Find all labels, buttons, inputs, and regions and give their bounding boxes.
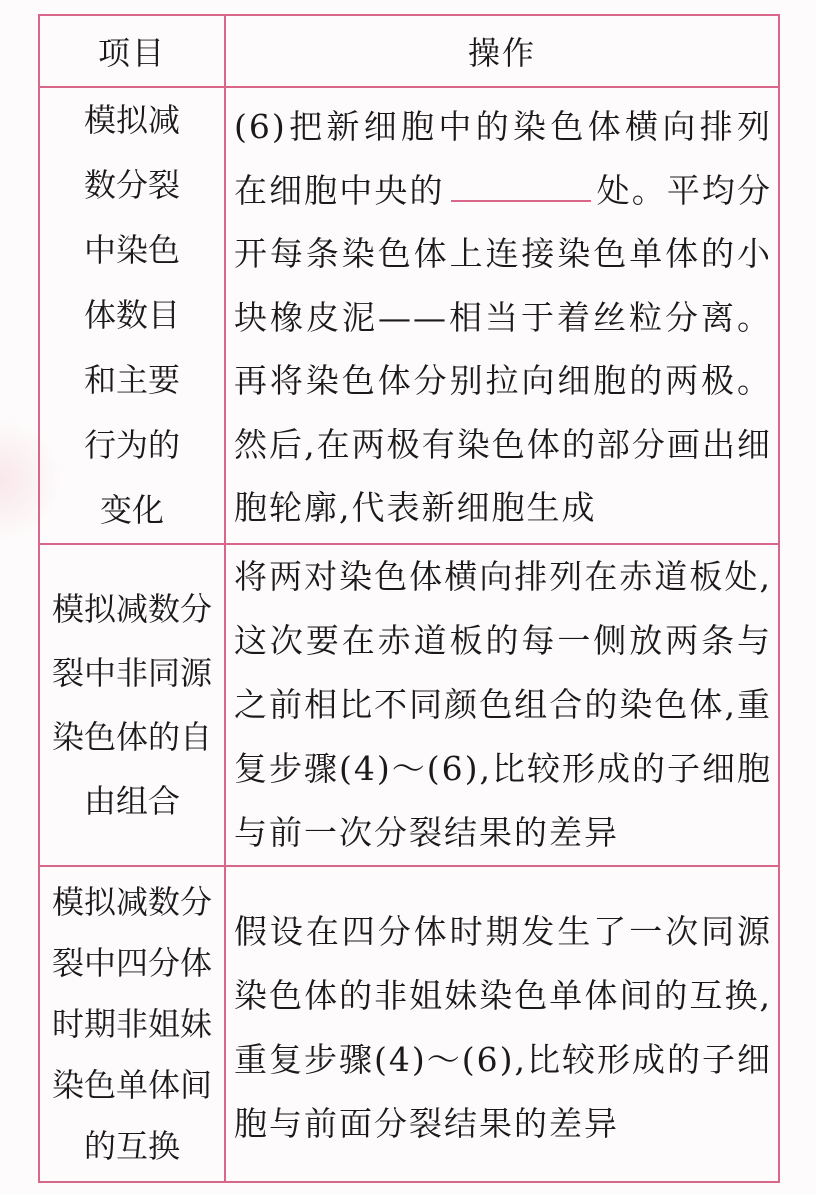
item-line: 裂中四分体 [51, 943, 212, 982]
table-row [39, 87, 779, 544]
item-line: 模拟减数分 [51, 590, 212, 628]
item-line: 的互换 [83, 1126, 180, 1165]
row-1-item [39, 87, 225, 544]
item-line: 数分裂 [83, 166, 180, 204]
table-header-row [39, 15, 779, 87]
header-item: 项目 [39, 15, 225, 87]
item-line: 模拟减 [83, 101, 180, 139]
op-text-before-blank: (6)把新细胞中的染色体横向排列在细胞中央的 [234, 107, 772, 210]
op-text-after-blank: 处。平均分开每条染色体上连接染色单体的小块橡皮泥——相当于着丝粒分离。再将染色体分别拉向细胞的两极。然后,在两极有染色体的部分画出细胞轮廓,代表新细胞生成 [234, 170, 773, 528]
item-line: 行为的 [83, 426, 180, 464]
item-line: 变化 [99, 491, 164, 529]
item-line: 由组合 [83, 782, 180, 820]
header-operation: 操作 [225, 15, 779, 87]
table-row [39, 544, 779, 866]
row-3-operation: 假设在四分体时期发生了一次同源染色体的非姐妹染色单体间的互换,重复步骤(4)～(6),比较形成的子细胞与前面分裂结果的差异 [225, 866, 779, 1182]
item-line: 模拟减数分 [51, 882, 212, 921]
row-2-item [39, 544, 225, 866]
item-line: 染色体的自 [51, 718, 212, 756]
item-line: 裂中非同源 [51, 654, 212, 692]
item-line: 体数目 [83, 296, 180, 334]
row-1-operation [225, 87, 779, 544]
item-line: 时期非姐妹 [51, 1004, 212, 1043]
row-2-operation: 将两对染色体横向排列在赤道板处,这次要在赤道板的每一侧放两条与之前相比不同颜色组合的染色体,重复步骤(4)～(6),比较形成的子细胞与前一次分裂结果的差异 [225, 544, 779, 866]
item-line: 染色单体间 [51, 1065, 212, 1104]
table-row [39, 866, 779, 1182]
experiment-table [38, 14, 780, 1183]
item-line: 中染色 [83, 231, 180, 269]
row-3-item [39, 866, 225, 1182]
item-line: 和主要 [83, 361, 180, 399]
fill-in-blank[interactable] [451, 160, 591, 202]
